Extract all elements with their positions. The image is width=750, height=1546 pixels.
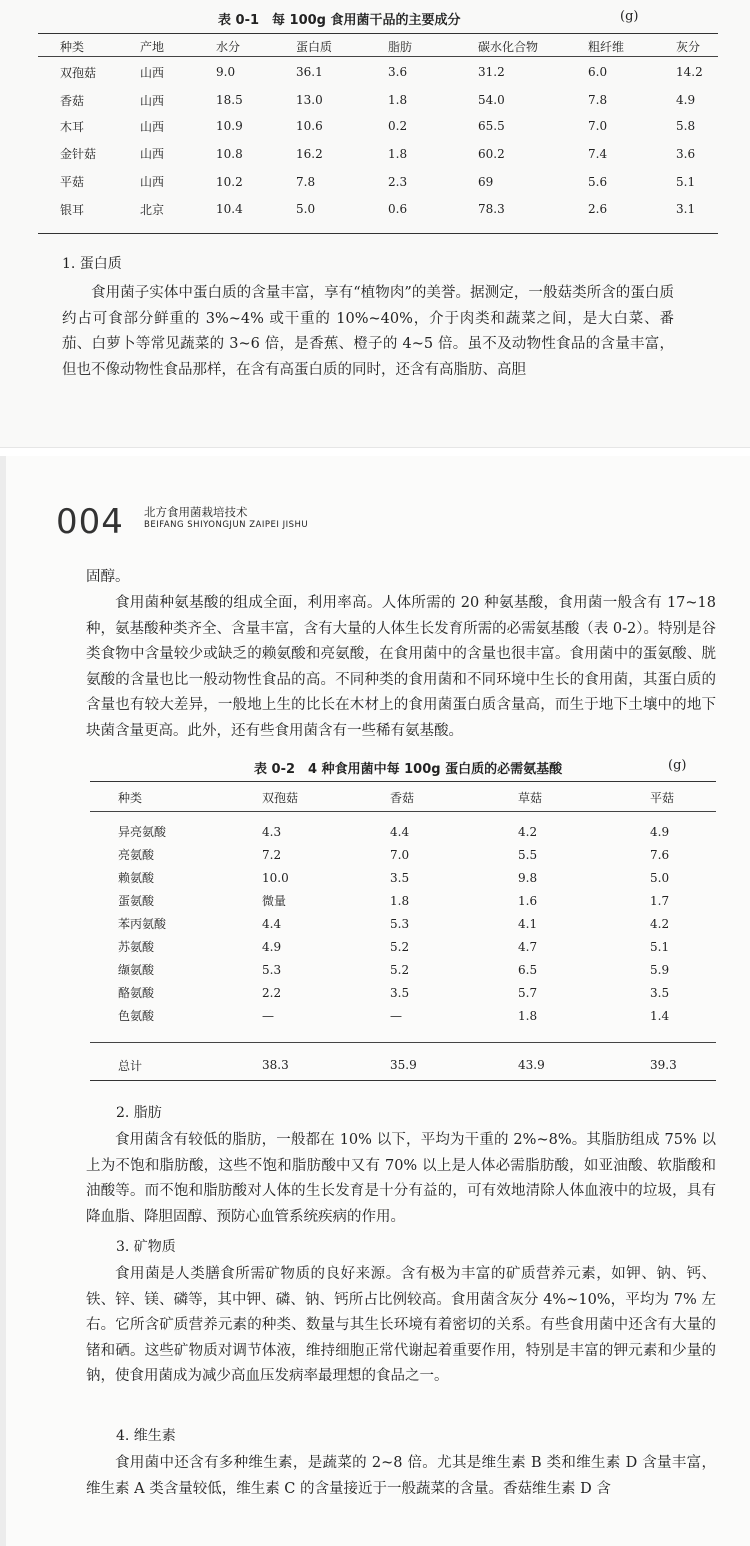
table2-bottom-rule: [90, 1080, 716, 1081]
table2-cell: 7.0: [390, 847, 410, 862]
table1-cell: 7.8: [588, 93, 608, 107]
table1-cell: 山西: [140, 175, 165, 189]
table1-cell: 7.4: [588, 146, 608, 161]
table-row: [60, 87, 720, 113]
table-row: [118, 843, 678, 866]
table2-cell: 43.9: [518, 1058, 545, 1072]
section3-body: [86, 1262, 716, 1390]
table2-cell: 微量: [262, 894, 287, 908]
table2-cell: 3.5: [650, 985, 670, 1000]
table2-cell: 7.2: [262, 847, 282, 862]
table2-cell: 缬氨酸: [118, 963, 155, 977]
table1-header-cell: 灰分: [676, 39, 701, 54]
table2-body: [118, 820, 678, 1027]
table1-cell: 18.5: [216, 93, 243, 107]
continued-text: [86, 565, 716, 591]
table-row: [118, 866, 678, 889]
table2-cell: 1.7: [650, 893, 670, 908]
table1-cell: 10.9: [216, 119, 243, 133]
table1-cell: 10.6: [296, 119, 323, 133]
table1-cell: 10.4: [216, 202, 243, 216]
table1-cell: 31.2: [478, 65, 505, 79]
table1-cell: 1.8: [388, 146, 408, 161]
table1-cell: 木耳: [60, 119, 85, 134]
table-row: [60, 113, 720, 139]
table1: [60, 35, 720, 223]
table1-header-cell: 水分: [216, 39, 241, 54]
table1-cell: 78.3: [478, 202, 505, 216]
bottom-page-scan: [0, 456, 750, 1546]
table2-header-cell: 双孢菇: [262, 790, 299, 805]
table2-cell: 3.5: [390, 870, 410, 885]
amino-acid-paragraph: [86, 591, 716, 745]
table2-header-cell: 草菇: [518, 790, 543, 805]
table2-cell: 总计: [118, 1058, 143, 1073]
table2-cell: 1.8: [518, 1008, 538, 1023]
table2-cell: 5.0: [650, 870, 670, 885]
table2-header-cell: 香菇: [390, 790, 415, 805]
table2-cell: 4.9: [262, 939, 282, 954]
table2-top-rule: [90, 781, 716, 782]
table1-cell: 13.0: [296, 93, 323, 107]
section4-heading: 4. 维生素: [116, 1428, 176, 1444]
table2-unit: (g): [668, 758, 687, 773]
table2-cell: 5.5: [518, 847, 538, 862]
table2-cell: 异亮氨酸: [118, 825, 167, 839]
section2-body: [86, 1128, 716, 1230]
table1-cell: 16.2: [296, 146, 323, 161]
table2-cell: 3.5: [390, 985, 410, 1000]
table1-top-rule: [38, 33, 718, 34]
table2-header-row: [118, 784, 678, 810]
table1-cell: 5.8: [676, 119, 696, 133]
table1-cell: 14.2: [676, 65, 703, 79]
section1-heading: 1. 蛋白质: [62, 256, 122, 272]
section1-paragraph: 食用菌子实体中蛋白质的含量丰富，享有“植物肉”的美誉。据测定，一般菇类所含的蛋白质约占可食部分鲜重的 3%~4% 或干重的 10%~40%，介于肉类和蔬菜之间，是大白菜、番茄、白萝卜等常见蔬菜的 3~6 倍，是香蕉、橙子的 4~5 倍。虽不及动物性食品的含量丰富，但也不像动物性食品那样，在含有高蛋白质的同时，还含有高脂肪、高胆: [62, 285, 674, 378]
section2-paragraph: 食用菌含有较低的脂肪，一般都在 10% 以下，平均为干重的 2%~8%。其脂肪组成 75% 以上为不饱和脂肪酸，这些不饱和脂肪酸中又有 70% 以上是人体必需脂肪酸，如亚油酸、软脂酸和油酸等。而不饱和脂肪酸对人体的生长发育是十分有益的，可有效地清除人体血液中的垃圾，具有降血脂、降胆固醇、预防心血管系统疾病的作用。: [86, 1132, 716, 1225]
table1-cell: 7.0: [588, 119, 608, 133]
table-row: [60, 195, 720, 223]
table1-cell: 3.1: [676, 202, 696, 216]
table1-header-cell: 粗纤维: [588, 39, 625, 54]
table2-cell: 蛋氨酸: [118, 894, 155, 908]
table2-cell: 2.2: [262, 985, 282, 1000]
table2-cell: 5.3: [390, 916, 410, 931]
table2-cell: 4.7: [518, 939, 538, 954]
section2-heading: 2. 脂肪: [116, 1105, 162, 1121]
continued-line: 固醇。: [86, 569, 130, 585]
table1-header-cell: 产地: [140, 39, 165, 54]
table2-header-cell: 平菇: [650, 790, 675, 805]
table1-cell: 香菇: [60, 93, 85, 108]
table2-cell: 1.6: [518, 893, 538, 908]
table1-cell: 山西: [140, 147, 165, 161]
table2-cell: 6.5: [518, 962, 538, 977]
table1-cell: 北京: [140, 202, 165, 217]
table2-cell: 1.8: [390, 893, 410, 908]
table2-cell: 4.4: [262, 916, 282, 931]
page-number: 004: [56, 502, 124, 542]
table1-cell: 54.0: [478, 93, 505, 107]
table2-cell: 酪氨酸: [118, 986, 155, 1000]
table-row: [118, 820, 678, 843]
table-row: [60, 139, 720, 168]
table2-cell: 赖氨酸: [118, 871, 155, 885]
table2-cell: 5.2: [390, 939, 410, 954]
table1-header-row: [60, 35, 720, 57]
table2-cell: 4.2: [650, 916, 670, 931]
table2-cell: 38.3: [262, 1058, 289, 1072]
table1-cell: 9.0: [216, 65, 236, 79]
table1-cell: 0.6: [388, 202, 408, 216]
table1-cell: 2.3: [388, 174, 408, 189]
table1-header-cell: 脂肪: [388, 39, 413, 54]
table2-cell: —: [262, 1008, 274, 1023]
table2-cell: 39.3: [650, 1058, 677, 1072]
table2-total-rule: [90, 1042, 716, 1043]
section4-paragraph: 食用菌中还含有多种维生素，是蔬菜的 2~8 倍。尤其是维生素 B 类和维生素 D 含量丰富，维生素 A 类含量较低，维生素 C 的含量接近于一般蔬菜的含量。香菇维生素 D 含: [86, 1455, 716, 1497]
table2: [118, 784, 678, 810]
table2-cell: 苏氨酸: [118, 940, 155, 954]
table1-cell: 3.6: [676, 146, 696, 161]
table1-cell: 3.6: [388, 65, 408, 79]
table2-total-row: [118, 1055, 678, 1075]
table2-cell: 4.4: [390, 824, 410, 839]
table-row: [118, 981, 678, 1004]
table1-cell: 36.1: [296, 65, 323, 79]
top-page-scan: [0, 0, 750, 448]
table1-header-cell: 碳水化合物: [478, 39, 539, 54]
table2-cell: 5.9: [650, 962, 670, 977]
table1-cell: 银耳: [60, 202, 85, 217]
table1-cell: 山西: [140, 93, 165, 108]
table2-cell: 35.9: [390, 1058, 417, 1072]
table1-cell: 65.5: [478, 119, 505, 133]
table1-cell: 1.8: [388, 93, 408, 107]
section4-body: [86, 1451, 716, 1502]
table1-cell: 金针菇: [60, 147, 97, 161]
table1-header-cell: 蛋白质: [296, 39, 333, 54]
table-row: [60, 168, 720, 195]
table2-cell: 5.7: [518, 985, 538, 1000]
table2-cell: 5.1: [650, 939, 670, 954]
table-row: [118, 889, 678, 912]
page-gap: [0, 448, 750, 456]
table1-cell: 7.8: [296, 174, 316, 189]
table-row: [118, 912, 678, 935]
table2-cell: 9.8: [518, 870, 538, 885]
table2-cell: 4.2: [518, 824, 538, 839]
table-row: [118, 935, 678, 958]
table2-cell: 4.3: [262, 824, 282, 839]
table2-total: [118, 1055, 678, 1075]
table2-header-cell: 种类: [118, 790, 143, 805]
table1-header-cell: 种类: [60, 39, 85, 54]
table1-cell: 5.1: [676, 174, 696, 189]
table-row: [118, 1004, 678, 1027]
table1-caption: 表 0-1 每 100g 食用菌干品的主要成分: [218, 13, 461, 28]
table1-cell: 2.6: [588, 202, 608, 216]
table1-cell: 0.2: [388, 119, 408, 133]
table1-bottom-rule: [38, 233, 718, 234]
table2-cell: 4.1: [518, 916, 538, 931]
table2-caption: 表 0-2 4 种食用菌中每 100g 蛋白质的必需氨基酸: [254, 762, 563, 777]
table1-cell: 60.2: [478, 146, 505, 161]
table2-cell: 5.3: [262, 962, 282, 977]
table1-cell: 10.2: [216, 174, 243, 189]
table1-cell: 4.9: [676, 93, 696, 107]
table1-cell: 69: [478, 174, 494, 189]
table1-cell: 6.0: [588, 65, 608, 79]
section3-paragraph: 食用菌是人类膳食所需矿物质的良好来源。含有极为丰富的矿质营养元素，如钾、钠、钙、铁、锌、镁、磷等，其中钾、磷、钠、钙所占比例较高。食用菌含灰分 4%~10%，平均为 7% 左右。它所含矿质营养元素的种类、数量与其生长环境有着密切的关系。有些食用菌中还含有大量的锗和硒。这些矿物质对调节体液，维持细胞正常代谢起着重要作用，特别是丰富的钾元素和少量的钠，使食用菌成为减少高血压发病率最理想的食品之一。: [86, 1266, 716, 1385]
table2-header-rule: [90, 811, 716, 812]
running-header-pinyin: BEIFANG SHIYONGJUN ZAIPEI JISHU: [144, 520, 309, 530]
amino-acid-text: 食用菌种氨基酸的组成全面，利用率高。人体所需的 20 种氨基酸，食用菌一般含有 17~18 种，氨基酸种类齐全、含量丰富，含有大量的人体生长发育所需的必需氨基酸（表 0-2）。特别是谷类食物中含量较少或缺乏的赖氨酸和亮氨酸，在食用菌中的含量也很丰富。食用菌中的蛋氨酸、胱氨酸的含量也比一般动物性食品的高。不同种类的食用菌和不同环境中生长的食用菌，其蛋白质的含量也有较大差异，一般地上生的比长在木材上的食用菌蛋白质含量高，而生于地下土壤中的地下块菌含量更高。此外，还有些食用菌含有一些稀有氨基酸。: [86, 595, 716, 739]
table-row: [118, 958, 678, 981]
running-header-title: 北方食用菌栽培技术: [144, 505, 248, 519]
table-row: [60, 57, 720, 87]
section3-heading: 3. 矿物质: [116, 1239, 176, 1255]
table1-cell: 5.0: [296, 202, 316, 216]
table2-cell: 亮氨酸: [118, 848, 155, 862]
table1-cell: 10.8: [216, 146, 243, 161]
section1-body: [62, 281, 674, 383]
table1-cell: 平菇: [60, 175, 85, 189]
table1-unit: (g): [620, 9, 639, 24]
table2-cell: 7.6: [650, 847, 670, 862]
table1-cell: 5.6: [588, 174, 608, 189]
table2-cell: 5.2: [390, 962, 410, 977]
table2-cell: 苯丙氨酸: [118, 917, 167, 931]
table1-cell: 山西: [140, 119, 165, 134]
table2-cell: 10.0: [262, 870, 289, 885]
table2-cell: 1.4: [650, 1008, 670, 1023]
table1-cell: 山西: [140, 65, 165, 80]
table2-cell: 4.9: [650, 824, 670, 839]
table2-cell: 色氨酸: [118, 1009, 155, 1023]
table1-cell: 双孢菇: [60, 65, 97, 80]
table2-cell: —: [390, 1008, 402, 1023]
